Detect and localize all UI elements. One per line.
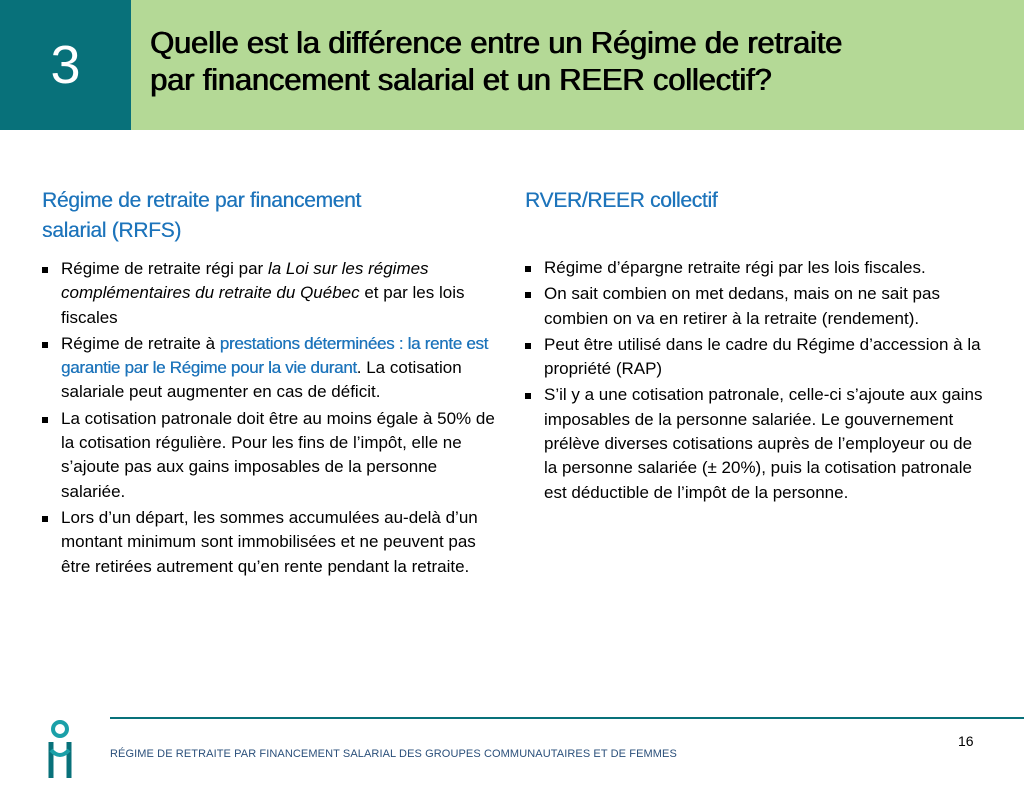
square-bullet-icon [525, 393, 531, 399]
item-text: On sait combien on met dedans, mais on ne sait pas combien on va en retirer à la retraite (rendement). [544, 284, 940, 328]
list-item [525, 282, 990, 331]
right-column-heading: RVER/REER collectif [525, 189, 718, 212]
slide-title [150, 24, 1010, 98]
right-column [525, 186, 990, 507]
slide-header [0, 0, 1024, 130]
list-item [525, 383, 990, 504]
slide-title-line-1: Quelle est la différence entre un Régime de retraite [150, 25, 843, 60]
item-text: Lors d’un départ, les sommes accumulées au-delà d’un montant minimum sont immobilisées et ne peuvent pas être retirées autrement qu’en rente pendant la retraite. [61, 507, 478, 576]
left-heading-line-1: Régime de retraite par financement [42, 189, 361, 212]
list-item [525, 256, 990, 280]
left-column-heading [42, 186, 497, 246]
left-heading-line-2: salarial (RRFS) [42, 219, 182, 242]
square-bullet-icon [42, 516, 48, 522]
section-number: 3 [0, 0, 131, 130]
left-bullet-list [42, 257, 497, 579]
footer-text: RÉGIME DE RETRAITE PAR FINANCEMENT SALARIAL DES GROUPES COMMUNAUTAIRES ET DE FEMMES [110, 748, 677, 760]
page-number: 16 [958, 733, 974, 749]
square-bullet-icon [42, 342, 48, 348]
square-bullet-icon [525, 292, 531, 298]
item-text-end: . La cotisation salariale peut augmenter en cas de déficit. [61, 358, 462, 402]
right-bullet-list [525, 256, 990, 505]
square-bullet-icon [42, 417, 48, 423]
slide-title-line-2: par financement salarial et un REER collectif? [150, 62, 772, 97]
footer-divider [110, 717, 1024, 719]
list-item [42, 506, 497, 579]
item-text: Régime d’épargne retraite régi par les lois fiscales. [544, 258, 926, 277]
item-text: La cotisation patronale doit être au moins égale à 50% de la cotisation régulière. Pour les fins de l’impôt, elle ne s’ajoute pas aux gains imposables de la personne salariée. [61, 408, 495, 501]
item-text-end: et par les lois fiscales [61, 283, 465, 327]
square-bullet-icon [42, 267, 48, 273]
square-bullet-icon [525, 266, 531, 272]
list-item [525, 333, 990, 382]
item-text-start: Régime de retraite régi par [61, 259, 268, 278]
item-text: S’il y a une cotisation patronale, celle-ci s’ajoute aux gains imposables de la personne salariée. Le gouvernement prélève diverses cotisations auprès de l’employeur ou de la personne salariée (± 20%), puis la cotisation patronale est déductible de l’impôt de la personne. [544, 385, 983, 502]
law-name: la Loi sur les régimes complémentaires du retraite du Québec [61, 259, 429, 303]
highlighted-text: prestations déterminées : la rente est garantie par le Régime pour la vie durant [61, 333, 489, 378]
item-text-start: Régime de retraite à [61, 333, 220, 353]
item-text: Peut être utilisé dans le cadre du Régime d’accession à la propriété (RAP) [544, 334, 981, 379]
list-item [42, 257, 497, 330]
list-item [42, 407, 497, 504]
organization-logo-icon [42, 720, 78, 780]
square-bullet-icon [525, 343, 531, 349]
left-column [42, 186, 497, 581]
list-item [42, 332, 497, 405]
